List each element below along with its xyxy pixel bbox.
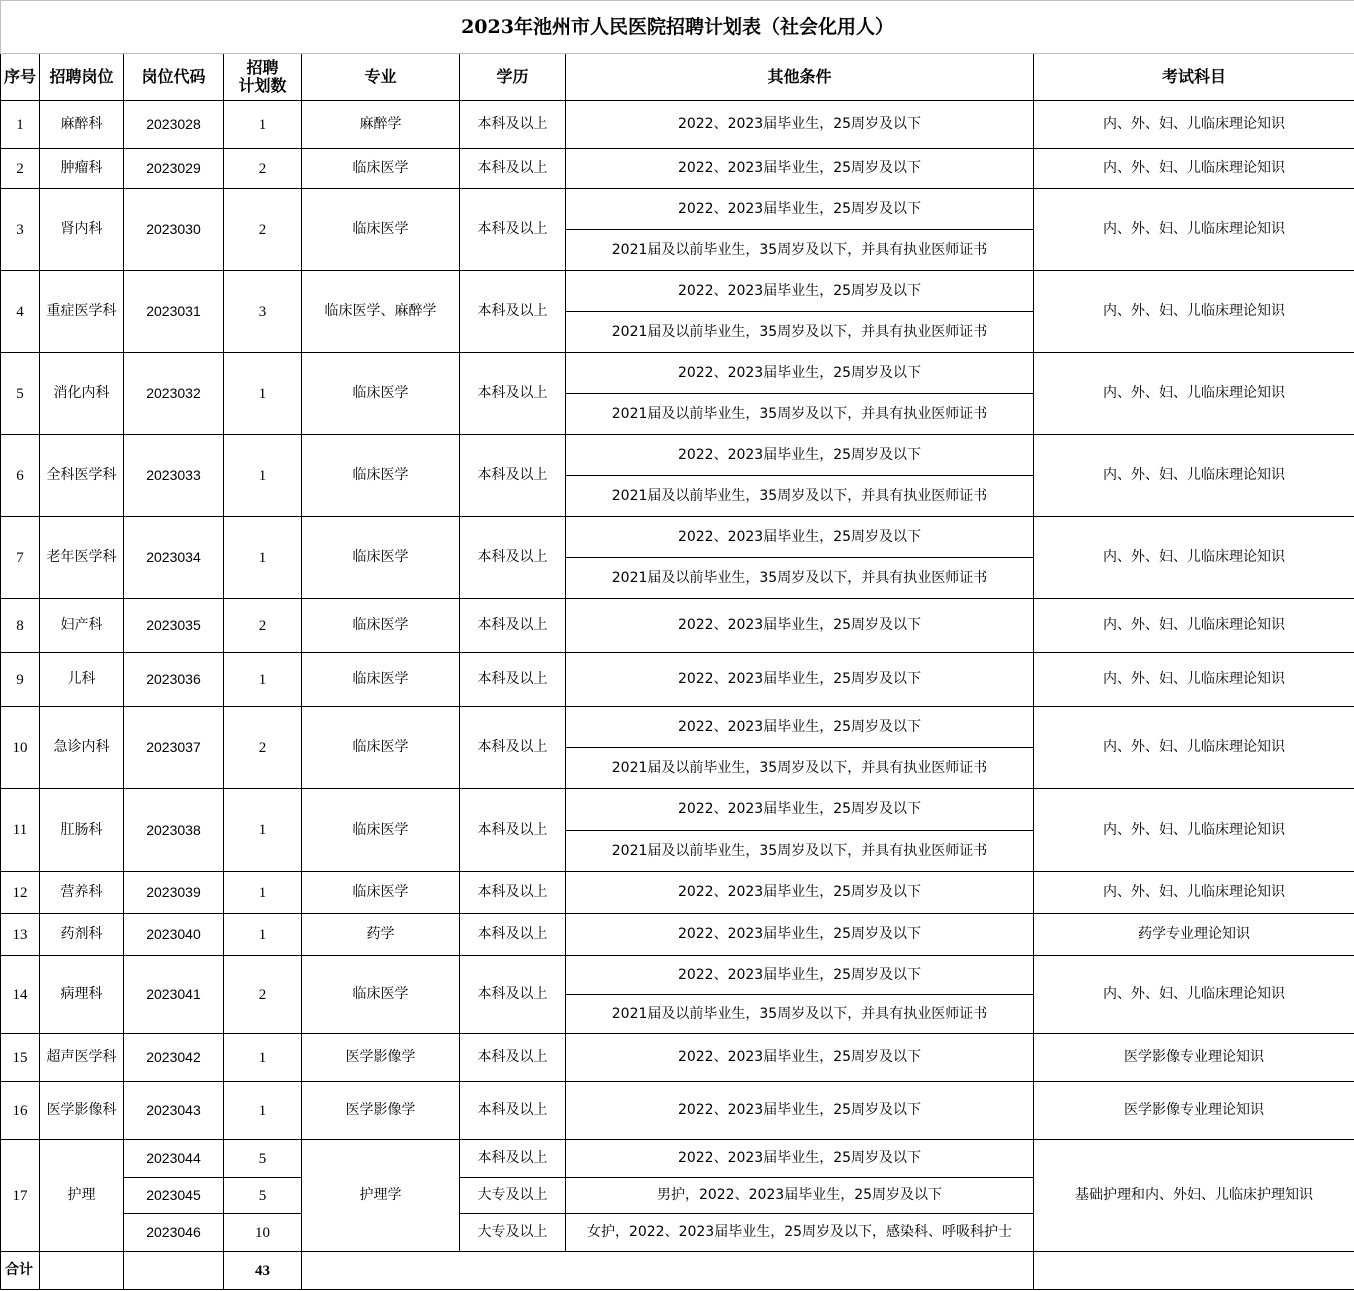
exam-cell: 内、外、妇、儿临床理论知识 [1034, 956, 1354, 1034]
education-cell: 本科及以上 [460, 1082, 566, 1140]
table-row [1, 271, 1354, 312]
seq-cell: 4 [1, 271, 40, 353]
education-cell: 本科及以上 [460, 1140, 566, 1178]
position-cell: 药剂科 [40, 914, 124, 956]
condition-cell: 2021届及以前毕业生，35周岁及以下，并具有执业医师证书 [566, 476, 1034, 517]
table-title: 2023年池州市人民医院招聘计划表（社会化用人） [1, 1, 1354, 54]
position-cell: 护理 [40, 1140, 124, 1252]
education-cell: 本科及以上 [460, 914, 566, 956]
seq-cell: 15 [1, 1034, 40, 1082]
exam-cell: 医学影像专业理论知识 [1034, 1082, 1354, 1140]
education-cell: 本科及以上 [460, 189, 566, 271]
seq-cell: 12 [1, 872, 40, 914]
position-cell: 肿瘤科 [40, 149, 124, 189]
plan-cell: 1 [224, 1034, 302, 1082]
major-cell: 护理学 [302, 1140, 460, 1252]
exam-cell: 内、外、妇、儿临床理论知识 [1034, 872, 1354, 914]
exam-cell: 内、外、妇、儿临床理论知识 [1034, 435, 1354, 517]
seq-cell: 16 [1, 1082, 40, 1140]
condition-cell: 2022、2023届毕业生，25周岁及以下 [566, 1082, 1034, 1140]
total-label: 合计 [1, 1252, 40, 1290]
seq-cell: 13 [1, 914, 40, 956]
total-row [1, 1252, 1354, 1290]
header-seq: 序号 [1, 54, 40, 101]
plan-cell: 2 [224, 707, 302, 789]
education-cell: 本科及以上 [460, 517, 566, 599]
code-cell: 2023039 [124, 872, 224, 914]
seq-cell: 6 [1, 435, 40, 517]
major-cell: 临床医学 [302, 435, 460, 517]
table-row [1, 1082, 1354, 1140]
condition-cell: 2022、2023届毕业生，25周岁及以下 [566, 517, 1034, 558]
major-cell: 临床医学 [302, 653, 460, 707]
header-conditions: 其他条件 [566, 54, 1034, 101]
table-row [1, 101, 1354, 149]
education-cell: 本科及以上 [460, 956, 566, 1034]
code-cell: 2023043 [124, 1082, 224, 1140]
education-cell: 本科及以上 [460, 653, 566, 707]
education-cell: 本科及以上 [460, 599, 566, 653]
education-cell: 本科及以上 [460, 707, 566, 789]
header-row [1, 54, 1354, 101]
education-cell: 大专及以上 [460, 1178, 566, 1214]
condition-cell: 2022、2023届毕业生，25周岁及以下 [566, 653, 1034, 707]
code-cell: 2023046 [124, 1214, 224, 1252]
seq-cell: 5 [1, 353, 40, 435]
code-cell: 2023042 [124, 1034, 224, 1082]
position-cell: 全科医学科 [40, 435, 124, 517]
condition-cell: 2021届及以前毕业生，35周岁及以下，并具有执业医师证书 [566, 394, 1034, 435]
plan-cell: 1 [224, 101, 302, 149]
position-cell: 老年医学科 [40, 517, 124, 599]
condition-cell: 2022、2023届毕业生，25周岁及以下 [566, 956, 1034, 995]
major-cell: 麻醉学 [302, 101, 460, 149]
condition-cell: 2021届及以前毕业生，35周岁及以下，并具有执业医师证书 [566, 230, 1034, 271]
education-cell: 大专及以上 [460, 1214, 566, 1252]
position-cell: 妇产科 [40, 599, 124, 653]
exam-cell: 内、外、妇、儿临床理论知识 [1034, 653, 1354, 707]
major-cell: 临床医学 [302, 872, 460, 914]
total-blank-position [40, 1252, 124, 1290]
condition-cell: 2022、2023届毕业生，25周岁及以下 [566, 271, 1034, 312]
condition-cell: 2021届及以前毕业生，35周岁及以下，并具有执业医师证书 [566, 558, 1034, 599]
code-cell: 2023034 [124, 517, 224, 599]
plan-cell: 1 [224, 517, 302, 599]
condition-cell: 2021届及以前毕业生，35周岁及以下，并具有执业医师证书 [566, 831, 1034, 872]
condition-cell: 2022、2023届毕业生，25周岁及以下 [566, 435, 1034, 476]
education-cell: 本科及以上 [460, 353, 566, 435]
exam-cell: 基础护理和内、外妇、儿临床护理知识 [1034, 1140, 1354, 1252]
condition-cell: 2022、2023届毕业生，25周岁及以下 [566, 789, 1034, 831]
condition-cell: 2022、2023届毕业生，25周岁及以下 [566, 707, 1034, 748]
major-cell: 临床医学 [302, 517, 460, 599]
code-cell: 2023038 [124, 789, 224, 872]
education-cell: 本科及以上 [460, 1034, 566, 1082]
exam-cell: 内、外、妇、儿临床理论知识 [1034, 599, 1354, 653]
table-row [1, 872, 1354, 914]
condition-cell: 女护，2022、2023届毕业生，25周岁及以下，感染科、呼吸科护士 [566, 1214, 1034, 1252]
seq-cell: 7 [1, 517, 40, 599]
plan-cell: 1 [224, 914, 302, 956]
education-cell: 本科及以上 [460, 872, 566, 914]
plan-cell: 2 [224, 599, 302, 653]
exam-cell: 内、外、妇、儿临床理论知识 [1034, 271, 1354, 353]
code-cell: 2023044 [124, 1140, 224, 1178]
seq-cell: 9 [1, 653, 40, 707]
exam-cell: 药学专业理论知识 [1034, 914, 1354, 956]
education-cell: 本科及以上 [460, 101, 566, 149]
major-cell: 临床医学 [302, 189, 460, 271]
total-value: 43 [224, 1252, 302, 1290]
table-row [1, 707, 1354, 748]
table-row [1, 653, 1354, 707]
exam-cell: 内、外、妇、儿临床理论知识 [1034, 789, 1354, 872]
position-cell: 急诊内科 [40, 707, 124, 789]
total-blank-exam [1034, 1252, 1354, 1290]
plan-cell: 5 [224, 1140, 302, 1178]
major-cell: 临床医学、麻醉学 [302, 271, 460, 353]
header-exam: 考试科目 [1034, 54, 1354, 101]
condition-cell: 2021届及以前毕业生，35周岁及以下，并具有执业医师证书 [566, 748, 1034, 789]
code-cell: 2023037 [124, 707, 224, 789]
table-row [1, 914, 1354, 956]
header-code: 岗位代码 [124, 54, 224, 101]
exam-cell: 内、外、妇、儿临床理论知识 [1034, 353, 1354, 435]
major-cell: 临床医学 [302, 789, 460, 872]
position-cell: 肾内科 [40, 189, 124, 271]
exam-cell: 内、外、妇、儿临床理论知识 [1034, 517, 1354, 599]
seq-cell: 17 [1, 1140, 40, 1252]
seq-cell: 8 [1, 599, 40, 653]
position-cell: 医学影像科 [40, 1082, 124, 1140]
seq-cell: 2 [1, 149, 40, 189]
seq-cell: 14 [1, 956, 40, 1034]
seq-cell: 11 [1, 789, 40, 872]
position-cell: 营养科 [40, 872, 124, 914]
header-major: 专业 [302, 54, 460, 101]
plan-cell: 10 [224, 1214, 302, 1252]
seq-cell: 3 [1, 189, 40, 271]
plan-cell: 1 [224, 1082, 302, 1140]
table-row [1, 517, 1354, 558]
header-plan-line1: 招聘 [246, 57, 279, 77]
plan-cell: 1 [224, 435, 302, 517]
condition-cell: 男护，2022、2023届毕业生，25周岁及以下 [566, 1178, 1034, 1214]
position-cell: 消化内科 [40, 353, 124, 435]
condition-cell: 2022、2023届毕业生，25周岁及以下 [566, 914, 1034, 956]
total-blank-code [124, 1252, 224, 1290]
plan-cell: 5 [224, 1178, 302, 1214]
major-cell: 临床医学 [302, 707, 460, 789]
condition-cell: 2022、2023届毕业生，25周岁及以下 [566, 1034, 1034, 1082]
code-cell: 2023030 [124, 189, 224, 271]
education-cell: 本科及以上 [460, 789, 566, 872]
condition-cell: 2022、2023届毕业生，25周岁及以下 [566, 872, 1034, 914]
position-cell: 超声医学科 [40, 1034, 124, 1082]
plan-cell: 1 [224, 653, 302, 707]
exam-cell: 内、外、妇、儿临床理论知识 [1034, 149, 1354, 189]
table-row [1, 1034, 1354, 1082]
position-cell: 麻醉科 [40, 101, 124, 149]
code-cell: 2023041 [124, 956, 224, 1034]
table-row [1, 189, 1354, 230]
education-cell: 本科及以上 [460, 149, 566, 189]
major-cell: 临床医学 [302, 599, 460, 653]
major-cell: 医学影像学 [302, 1034, 460, 1082]
plan-cell: 2 [224, 956, 302, 1034]
seq-cell: 1 [1, 101, 40, 149]
code-cell: 2023040 [124, 914, 224, 956]
exam-cell: 内、外、妇、儿临床理论知识 [1034, 101, 1354, 149]
total-blank-span [302, 1252, 1034, 1290]
position-cell: 重症医学科 [40, 271, 124, 353]
major-cell: 临床医学 [302, 956, 460, 1034]
code-cell: 2023029 [124, 149, 224, 189]
exam-cell: 内、外、妇、儿临床理论知识 [1034, 189, 1354, 271]
condition-cell: 2022、2023届毕业生，25周岁及以下 [566, 101, 1034, 149]
plan-cell: 1 [224, 353, 302, 435]
major-cell: 临床医学 [302, 149, 460, 189]
code-cell: 2023035 [124, 599, 224, 653]
header-position: 招聘岗位 [40, 54, 124, 101]
condition-cell: 2022、2023届毕业生，25周岁及以下 [566, 189, 1034, 230]
code-cell: 2023032 [124, 353, 224, 435]
plan-cell: 2 [224, 149, 302, 189]
condition-cell: 2021届及以前毕业生，35周岁及以下，并具有执业医师证书 [566, 312, 1034, 353]
code-cell: 2023031 [124, 271, 224, 353]
table-row [1, 599, 1354, 653]
code-cell: 2023045 [124, 1178, 224, 1214]
position-cell: 儿科 [40, 653, 124, 707]
major-cell: 药学 [302, 914, 460, 956]
table-row [1, 435, 1354, 476]
condition-cell: 2021届及以前毕业生，35周岁及以下，并具有执业医师证书 [566, 995, 1034, 1034]
plan-cell: 1 [224, 789, 302, 872]
header-plan-line2: 计划数 [238, 76, 287, 95]
title-row [1, 1, 1354, 54]
plan-cell: 1 [224, 872, 302, 914]
table-row [1, 956, 1354, 995]
condition-cell: 2022、2023届毕业生，25周岁及以下 [566, 599, 1034, 653]
major-cell: 临床医学 [302, 353, 460, 435]
header-education: 学历 [460, 54, 566, 101]
condition-cell: 2022、2023届毕业生，25周岁及以下 [566, 149, 1034, 189]
table-row [1, 789, 1354, 831]
header-plan [224, 54, 302, 101]
condition-cell: 2022、2023届毕业生，25周岁及以下 [566, 1140, 1034, 1178]
exam-cell: 内、外、妇、儿临床理论知识 [1034, 707, 1354, 789]
code-cell: 2023028 [124, 101, 224, 149]
education-cell: 本科及以上 [460, 271, 566, 353]
position-cell: 肛肠科 [40, 789, 124, 872]
seq-cell: 10 [1, 707, 40, 789]
table-row [1, 353, 1354, 394]
table-row [1, 149, 1354, 189]
plan-cell: 2 [224, 189, 302, 271]
major-cell: 医学影像学 [302, 1082, 460, 1140]
education-cell: 本科及以上 [460, 435, 566, 517]
nursing-row [1, 1140, 1354, 1178]
code-cell: 2023033 [124, 435, 224, 517]
exam-cell: 医学影像专业理论知识 [1034, 1034, 1354, 1082]
position-cell: 病理科 [40, 956, 124, 1034]
code-cell: 2023036 [124, 653, 224, 707]
condition-cell: 2022、2023届毕业生，25周岁及以下 [566, 353, 1034, 394]
plan-cell: 3 [224, 271, 302, 353]
